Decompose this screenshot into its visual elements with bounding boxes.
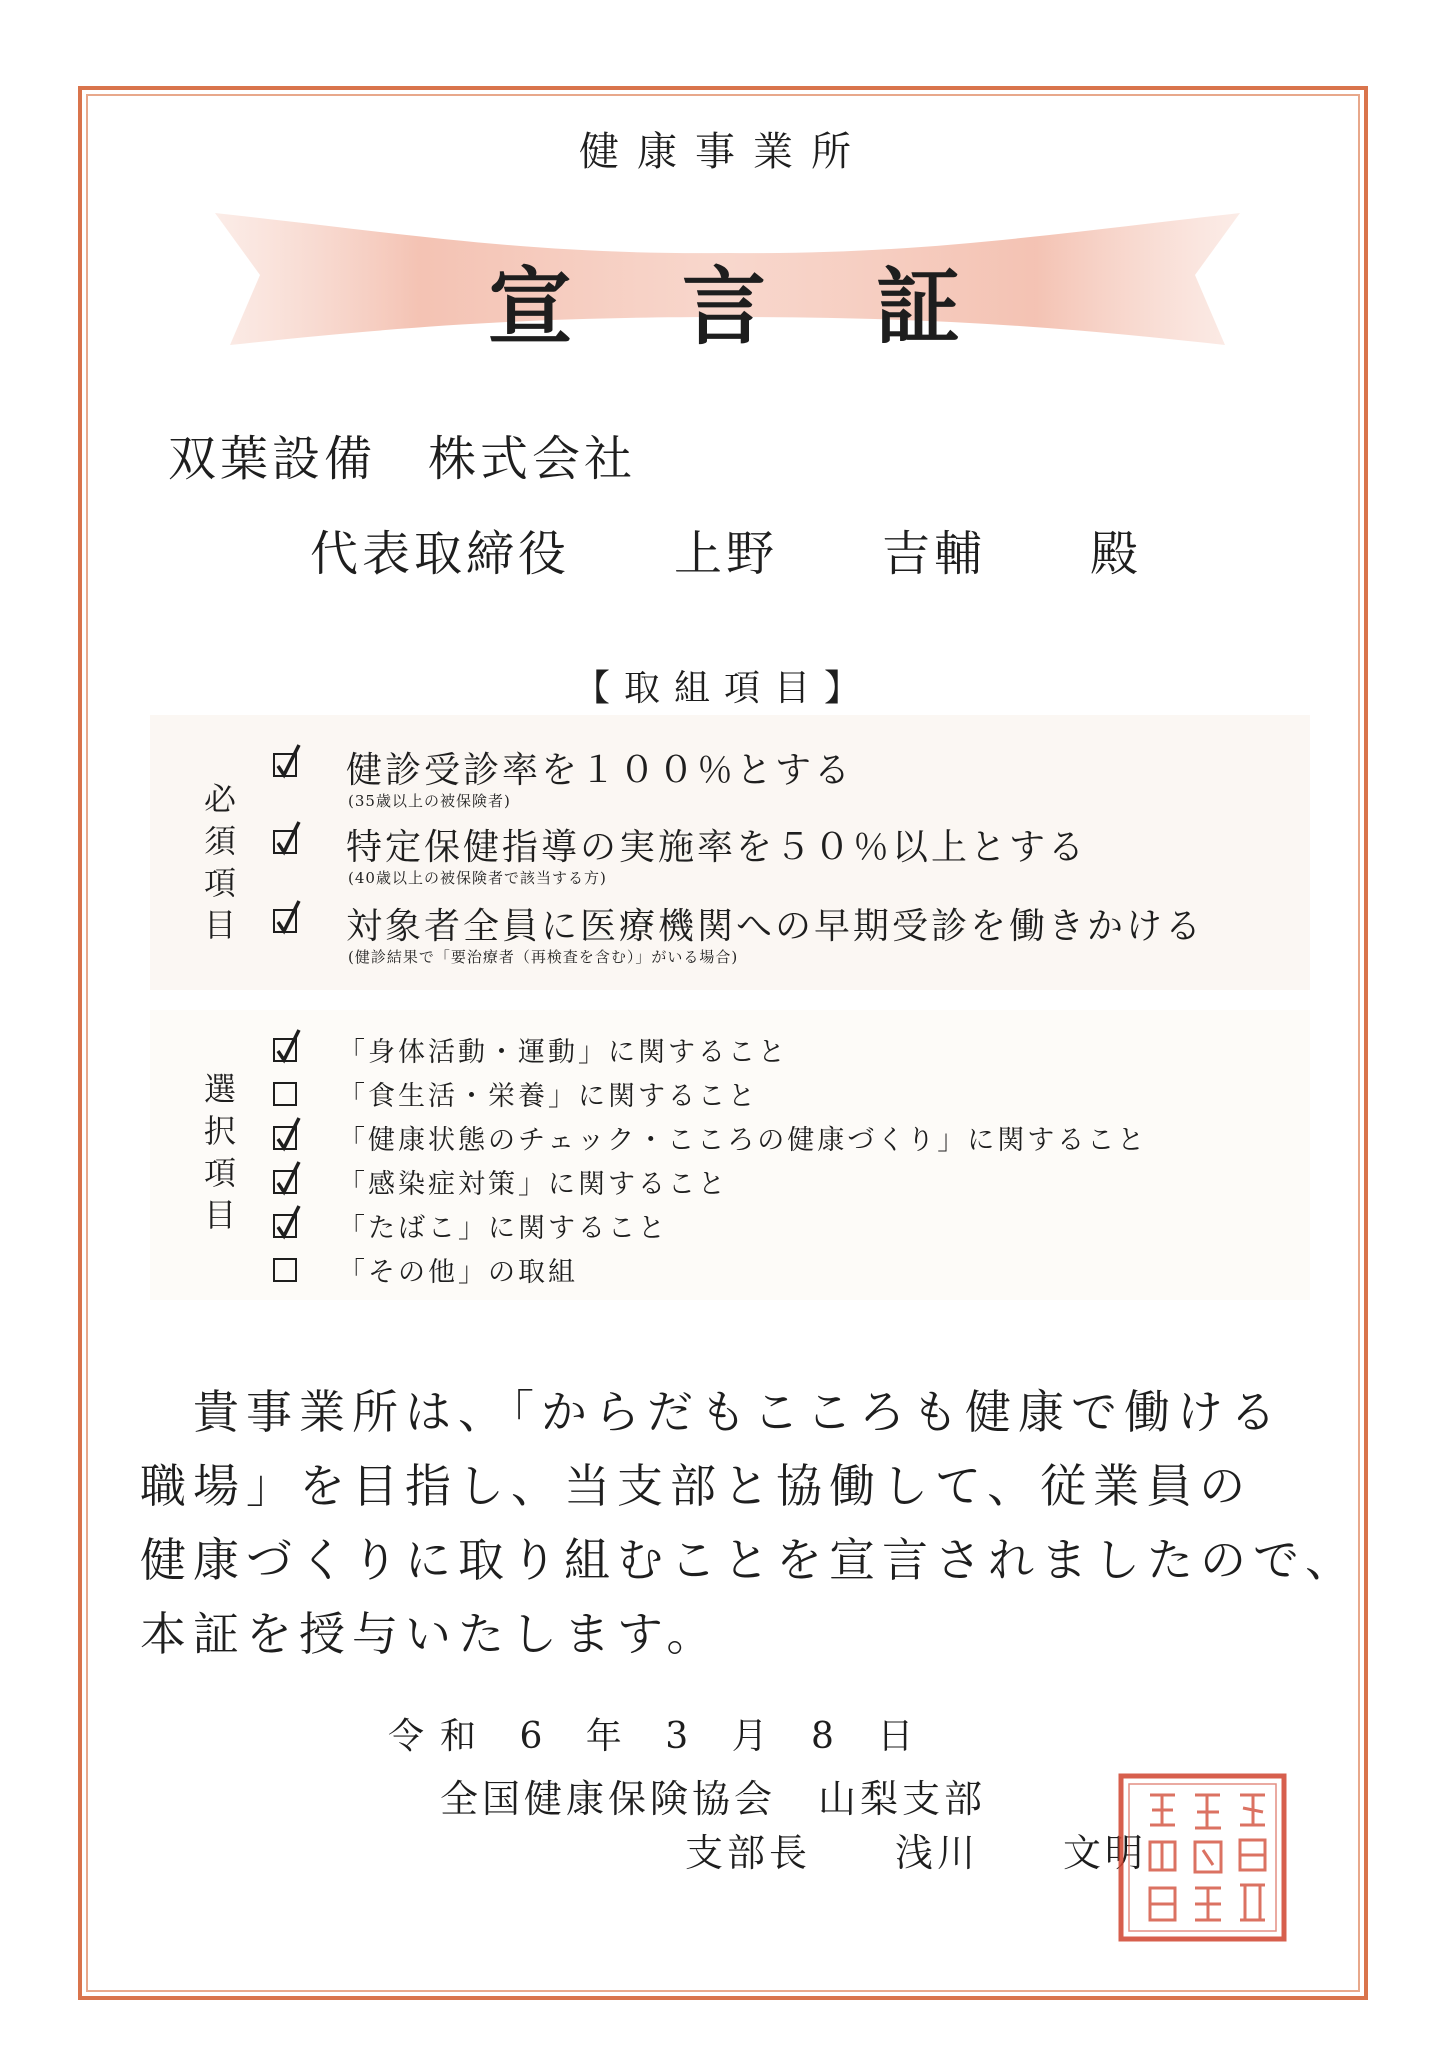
optional-item-text: 「健康状態のチェック・こころの健康づくり」に関すること (338, 1125, 1148, 1156)
required-checkbox[interactable] (273, 830, 297, 854)
required-item-text: 健診受診率を１００％とする (346, 750, 854, 791)
statement-line: 健康づくりに取り組むことを宣言されましたので、 (140, 1533, 1359, 1587)
required-item-note: (35歳以上の被保険者) (348, 792, 511, 810)
issue-date: 令和 6 年 3 月 8 日 (388, 1716, 930, 1757)
required-item-text: 対象者全員に医療機関への早期受診を働きかける (346, 906, 1205, 947)
representative-name: 代表取締役 上野 吉輔 殿 (310, 526, 1143, 582)
certificate-title: 宣言証 (487, 257, 1070, 356)
optional-checkbox[interactable] (273, 1126, 297, 1150)
required-checkbox[interactable] (273, 753, 297, 777)
issuer-organization: 全国健康保険協会 山梨支部 (440, 1777, 987, 1821)
section-heading: 【取組項目】 (573, 668, 874, 709)
required-item-text: 特定保健指導の実施率を５０％以上とする (346, 827, 1088, 868)
optional-item-text: 「食生活・栄養」に関すること (338, 1081, 758, 1112)
required-label: 必 須 項 目 (203, 780, 236, 944)
required-item-note: (40歳以上の被保険者で該当する方) (348, 869, 607, 887)
optional-checkbox[interactable] (273, 1170, 297, 1194)
optional-checkbox[interactable] (273, 1214, 297, 1238)
statement-line: 貴事業所は、「からだもこころも健康で働ける (140, 1385, 1283, 1439)
optional-item-text: 「その他」の取組 (338, 1257, 578, 1288)
company-name: 双葉設備 株式会社 (168, 431, 637, 487)
required-checkbox[interactable] (273, 909, 297, 933)
optional-label: 選 択 項 目 (203, 1070, 236, 1234)
optional-checkbox[interactable] (273, 1082, 297, 1106)
optional-item-text: 「感染症対策」に関すること (338, 1169, 728, 1200)
issuer-name: 支部長 浅川 文明 (685, 1831, 1148, 1875)
optional-checkbox[interactable] (273, 1038, 297, 1062)
statement-line: 本証を授与いたします。 (140, 1607, 720, 1661)
official-seal-stamp (1115, 1770, 1290, 1945)
optional-item-text: 「たばこ」に関すること (338, 1213, 668, 1244)
required-item-note: (健診結果で「要治療者（再検査を含む）」がいる場合) (348, 948, 739, 966)
statement-line: 職場」を目指し、当支部と協働して、従業員の (140, 1459, 1253, 1513)
declaration-statement (140, 1375, 1359, 1671)
certificate-subtitle: 健康事業所 (579, 129, 869, 175)
optional-checkbox[interactable] (273, 1258, 297, 1282)
optional-item-text: 「身体活動・運動」に関すること (338, 1037, 788, 1068)
